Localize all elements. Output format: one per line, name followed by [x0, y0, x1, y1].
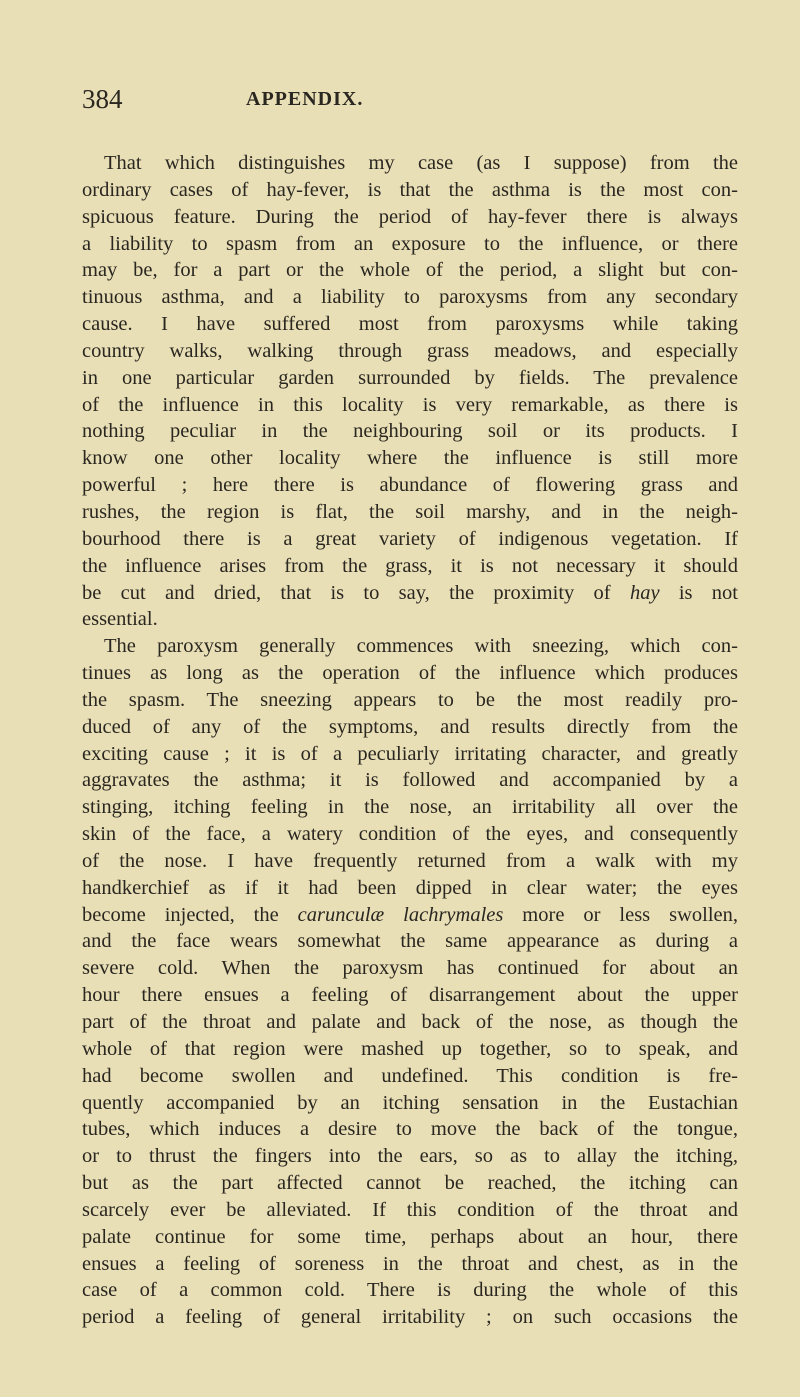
text-line — [82, 794, 738, 821]
text-segment: become injected, the — [82, 903, 298, 926]
text-line — [82, 1170, 738, 1197]
text-segment: stinging, itching feeling in the nose, an irritability all over the — [82, 796, 738, 819]
text-segment: know one other locality where the influence is still more — [82, 447, 738, 470]
text-line — [82, 257, 738, 284]
text-line — [82, 311, 738, 338]
text-line — [82, 875, 738, 902]
text-line — [82, 660, 738, 687]
text-line — [82, 231, 738, 258]
text-segment: skin of the face, a watery condition of the eyes, and consequently — [82, 823, 738, 846]
text-segment: tinues as long as the operation of the influence which produces — [82, 662, 738, 685]
text-segment: duced of any of the symptoms, and results directly from the — [82, 715, 738, 738]
text-line — [82, 606, 738, 633]
text-segment: nothing peculiar in the neighbouring soil or its products. I — [82, 420, 738, 443]
text-segment: be cut and dried, that is to say, the proximity of — [82, 581, 630, 604]
text-segment: handkerchief as if it had been dipped in clear water; the eyes — [82, 876, 738, 899]
italic-text: hay — [629, 581, 660, 604]
text-segment: of the influence in this locality is very remarkable, as there is — [82, 393, 738, 416]
text-segment: quently accompanied by an itching sensation in the Eustachian — [82, 1091, 738, 1114]
text-segment: whole of that region were mashed up together, so to speak, and — [82, 1037, 738, 1060]
text-segment: had become swollen and undefined. This condition is fre- — [82, 1064, 738, 1087]
text-segment: palate continue for some time, perhaps about an hour, there — [82, 1225, 738, 1248]
text-line — [82, 1116, 738, 1143]
text-line — [82, 1090, 738, 1117]
text-line — [82, 418, 738, 445]
text-segment: essential. — [82, 608, 158, 631]
text-line — [82, 338, 738, 365]
text-line — [82, 687, 738, 714]
text-segment: part of the throat and palate and back of the nose, as though the — [82, 1011, 738, 1033]
text-line — [82, 955, 738, 982]
text-line — [82, 1251, 738, 1278]
text-line — [82, 1009, 738, 1036]
text-segment: spicuous feature. During the period of hay-fever there is always — [82, 205, 738, 228]
text-line — [82, 902, 738, 929]
text-segment: scarcely ever be alleviated. If this condition of the throat and — [82, 1198, 738, 1221]
text-segment: exciting cause ; it is of a peculiarly irritating character, and greatly — [82, 742, 738, 765]
text-segment: the influence arises from the grass, it is not necessary it should — [82, 554, 738, 577]
running-header: APPENDIX. — [246, 88, 364, 110]
text-segment: a liability to spasm from an exposure to the influence, or there — [82, 232, 738, 255]
text-line — [82, 1277, 738, 1304]
text-segment: hour there ensues a feeling of disarrangement about the upper — [82, 984, 738, 1007]
text-line — [82, 553, 738, 580]
text-line — [82, 1304, 738, 1331]
text-line — [82, 580, 738, 607]
text-line — [82, 633, 738, 660]
text-segment: in one particular garden surrounded by fields. The prevalence — [82, 366, 738, 389]
text-line — [82, 526, 738, 553]
text-segment: period a feeling of general irritability ; on such occasions the — [82, 1306, 738, 1329]
body-text — [82, 150, 738, 1331]
italic-text: carunculæ lachrymales — [297, 903, 504, 926]
text-line — [82, 284, 738, 311]
text-segment: aggravates the asthma; it is followed and accompanied by a — [82, 769, 738, 792]
text-line — [82, 499, 738, 526]
text-line — [82, 445, 738, 472]
text-segment: or to thrust the fingers into the ears, so as to allay the itching, — [82, 1145, 738, 1168]
text-line — [82, 741, 738, 768]
text-line — [82, 767, 738, 794]
text-line — [82, 1143, 738, 1170]
text-line — [82, 1197, 738, 1224]
text-line — [82, 472, 738, 499]
text-line — [82, 177, 738, 204]
text-segment: severe cold. When the paroxysm has continued for about an — [82, 957, 738, 980]
text-segment: case of a common cold. There is during the whole of this — [82, 1279, 738, 1302]
text-line — [82, 1036, 738, 1063]
text-line — [82, 1063, 738, 1090]
text-segment: tubes, which induces a desire to move the back of the tongue, — [82, 1118, 738, 1141]
text-segment: The paroxysm generally commences with sneezing, which con- — [104, 635, 738, 658]
text-segment: bourhood there is a great variety of indigenous vegetation. If — [82, 527, 738, 550]
text-line — [82, 1224, 738, 1251]
text-line — [82, 150, 738, 177]
text-segment: but as the part affected cannot be reached, the itching can — [82, 1172, 738, 1195]
text-segment: the spasm. The sneezing appears to be the most readily pro- — [82, 688, 738, 711]
text-line — [82, 928, 738, 955]
text-line — [82, 982, 738, 1009]
text-segment: ordinary cases of hay-fever, is that the asthma is the most con- — [82, 178, 738, 201]
text-segment: ensues a feeling of soreness in the throat and chest, as in the — [82, 1252, 738, 1275]
text-segment: country walks, walking through grass meadows, and especially — [82, 339, 738, 362]
page-number: 384 — [82, 84, 123, 114]
text-segment: rushes, the region is flat, the soil marshy, and in the neigh- — [82, 500, 738, 523]
text-segment: powerful ; here there is abundance of flowering grass and — [82, 474, 738, 497]
text-line — [82, 392, 738, 419]
text-segment: and the face wears somewhat the same appearance as during a — [82, 930, 738, 953]
text-line — [82, 204, 738, 231]
text-segment: cause. I have suffered most from paroxysms while taking — [82, 313, 738, 336]
text-segment: tinuous asthma, and a liability to paroxysms from any secondary — [82, 286, 738, 309]
text-line — [82, 848, 738, 875]
text-segment: more or less swollen, — [503, 903, 739, 926]
text-segment: of the nose. I have frequently returned from a walk with my — [82, 849, 738, 872]
text-segment: is not — [659, 581, 739, 604]
text-segment: may be, for a part or the whole of the period, a slight but con- — [82, 259, 738, 282]
text-line — [82, 365, 738, 392]
text-line — [82, 714, 738, 741]
text-segment: That which distinguishes my case (as I suppose) from the — [104, 152, 738, 174]
text-line — [82, 821, 738, 848]
